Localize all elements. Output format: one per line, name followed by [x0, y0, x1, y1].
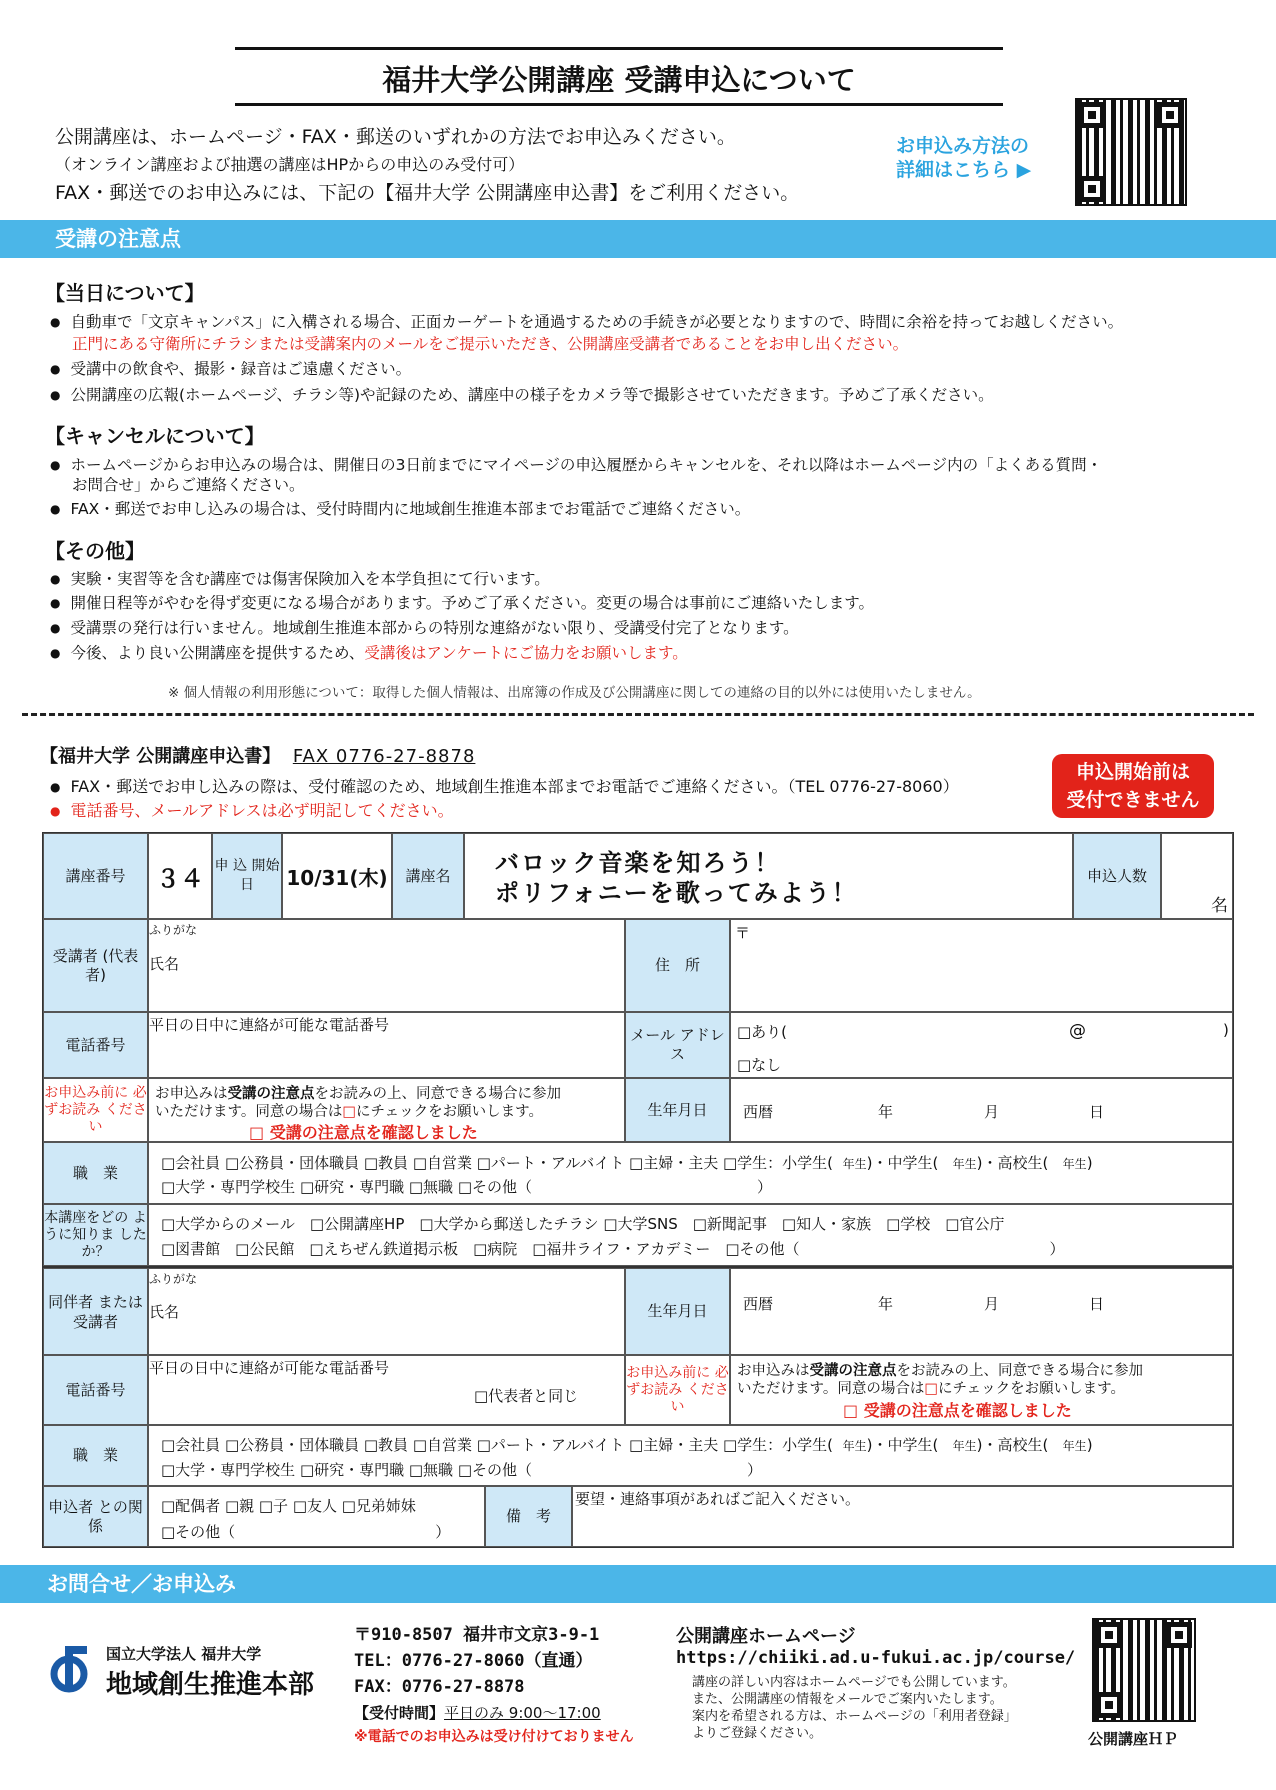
companion-job-options[interactable]: [148, 1425, 1233, 1486]
companion-consent-text-1: お申込みは受講の注意点をお読みの上、同意できる場合に参加: [737, 1363, 1143, 1379]
companion-birth-month: 月: [984, 1295, 1000, 1313]
consent-text-2: いただけます。同意の場合は□にチェックをお願いします。: [155, 1104, 543, 1120]
university-logo-icon: [47, 1642, 97, 1694]
form-note-2: ● 電話番号、メールアドレスは必ず明記してください。: [50, 800, 454, 823]
intro-line-2: （オンライン講座および抽選の講座はHPからの申込のみ受付可）: [55, 155, 525, 174]
address-label: 住 所: [625, 919, 730, 1012]
start-date-label: 申 込 開始日: [212, 833, 282, 919]
remark-hint: 要望・連絡事項があればご記入ください。: [575, 1490, 861, 1508]
contact-band: お問合せ／お申込み: [0, 1565, 1276, 1603]
note-other-3: ● 受講票の発行は行いません。地域創生推進本部からの特別な連絡がない限り、受講受付完了となります。: [50, 617, 799, 640]
consent-text-1: お申込みは受講の注意点をお読みの上、同意できる場合に参加: [155, 1086, 561, 1102]
section-cancel-heading: 【キャンセルについて】: [45, 424, 265, 448]
applicant-name-field[interactable]: [148, 919, 625, 1012]
hp-qr-code-icon[interactable]: [1092, 1618, 1196, 1722]
contact-fax: FAX：0776-27-8878: [354, 1677, 525, 1697]
note-other-4: ● 今後、より良い公開講座を提供するため、受講後はアンケートにご協力をお願いします。: [50, 642, 688, 665]
count-unit: 名: [1211, 896, 1228, 916]
mail-yes-checkbox[interactable]: □あり(: [737, 1023, 788, 1041]
count-label: 申込人数: [1073, 833, 1161, 919]
course-name: バロック音楽を知ろう！ ポリフォニーを歌ってみよう！: [464, 833, 1073, 919]
name-label: 氏名: [149, 955, 180, 973]
relation-label: 申込者 との関係: [43, 1486, 148, 1547]
birth-field[interactable]: [730, 1078, 1233, 1142]
mail-label: メール アドレス: [625, 1012, 730, 1078]
count-field[interactable]: [1161, 833, 1233, 919]
remark-field[interactable]: [572, 1486, 1233, 1547]
page-title: 福井大学公開講座 受講申込について: [382, 63, 856, 97]
note-cancel-1: ● ホームページからお申込みの場合は、開催日の3日前までにマイページの申込履歴からキャンセルを、それ以降はホームページ内の「よくある質問・: [50, 454, 1102, 477]
note-day-3: ● 公開講座の広報(ホームページ、チラシ等)や記録のため、講座中の様子をカメラ等で撮影させていただきます。予めご了承ください。: [50, 384, 994, 407]
job-options[interactable]: [148, 1142, 1233, 1204]
companion-consent-checkbox[interactable]: □ 受講の注意点を確認しました: [843, 1401, 1072, 1420]
relation-options[interactable]: [148, 1486, 485, 1547]
phone-hint: 平日の日中に連絡が可能な電話番号: [149, 1016, 390, 1034]
birth-day: 日: [1089, 1103, 1105, 1121]
companion-name-field[interactable]: [148, 1268, 625, 1355]
note-day-1: ● 自動車で「文京キャンパス」に入構される場合、正面カーゲートを通過するための手続きが必要となりますので、時間に余裕を持ってお越しください。: [50, 311, 1123, 334]
not-accepted-badge: 申込開始前は 受付できません: [1052, 754, 1214, 818]
companion-name-label: 氏名: [149, 1303, 180, 1321]
section-other-heading: 【その他】: [45, 539, 145, 563]
hp-info: 講座の詳しい内容はホームページでも公開しています。 また、公開講座の情報をメールでご案内いたします。 案内を希望される方は、ホームページの「利用者登録」 よりご登録ください。: [692, 1675, 1017, 1741]
qr-caption[interactable]: [896, 134, 1031, 182]
mail-close: ): [1223, 1021, 1229, 1039]
consent-box: [148, 1078, 625, 1142]
form-note-1: ● FAX・郵送でお申し込みの際は、受付確認のため、地域創生推進本部までお電話でご連絡ください。（TEL 0776-27-8060）: [50, 776, 959, 799]
birth-label: 生年月日: [625, 1078, 730, 1142]
companion-job-label: 職 業: [43, 1425, 148, 1486]
title-rule-bottom: [235, 103, 1003, 106]
how-options[interactable]: [148, 1204, 1233, 1266]
postal-mark: 〒: [735, 924, 751, 942]
contact-block: [354, 1622, 599, 1700]
applicant-label: 受講者 (代表者): [43, 919, 148, 1012]
cut-line: [22, 713, 1254, 716]
hp-url-link[interactable]: https://chiiki.ad.u-fukui.ac.jp/course/: [676, 1648, 1076, 1668]
note-day-1-red: 正門にある守衛所にチラシまたは受講案内のメールをご提示いただき、公開講座受講者であることをお申し出ください。: [72, 335, 909, 353]
companion-phone-label: 電話番号: [43, 1355, 148, 1425]
hours: 【受付時間】平日のみ 9:00～17:00: [354, 1704, 601, 1722]
privacy-note: ※ 個人情報の利用形態について：取得した個人情報は、出席簿の作成及び公開講座に関しての連絡の目的以外には使用いたしません。: [168, 685, 981, 701]
org-name-1: 国立大学法人 福井大学: [106, 1645, 262, 1663]
how-options-1: □大学からのメール □公開講座HP □大学から郵送したチラシ □大学SNS □新聞記事 □知人・家族 □学校 □官公庁: [161, 1215, 1005, 1233]
note-cancel-1b: お問合せ」からご連絡ください。: [72, 476, 305, 494]
course-name-label: 講座名: [392, 833, 464, 919]
companion-consent-box: [730, 1355, 1233, 1425]
intro-line-1: 公開講座は、ホームページ・FAX・郵送のいずれかの方法でお申込みください。: [55, 126, 736, 148]
job-options-2: □大学・専門学校生 □研究・専門職 □無職 □その他（ ）: [161, 1178, 773, 1196]
contact-address: 〒910-8507 福井市文京3-9-1: [354, 1625, 600, 1645]
same-as-rep-checkbox[interactable]: □代表者と同じ: [474, 1387, 579, 1405]
companion-birth-year: 年: [878, 1295, 894, 1313]
companion-consent-text-2: いただけます。同意の場合は□にチェックをお願いします。: [737, 1381, 1125, 1397]
note-other-2: ● 開催日程等がやむを得ず変更になる場合があります。予めご了承ください。変更の場合は事前にご連絡いたします。: [50, 592, 874, 615]
birth-era: 西暦: [743, 1103, 774, 1121]
mail-field[interactable]: [730, 1012, 1233, 1078]
start-date: 10/31(木): [282, 833, 392, 919]
qr-caption-line-1: お申込み方法の: [896, 135, 1030, 157]
section-day-heading: 【当日について】: [45, 281, 205, 305]
no-phone-note: ※電話でのお申込みは受け付けておりません: [354, 1729, 634, 1745]
notes-band: 受講の注意点: [0, 220, 1276, 258]
form-heading: 【福井大学 公開講座申込書】 FAX 0776-27-8878: [40, 746, 476, 767]
phone-label: 電話番号: [43, 1012, 148, 1078]
birth-year: 年: [878, 1103, 894, 1121]
remark-label: 備 考: [485, 1486, 572, 1547]
course-no-label: 講座番号: [43, 833, 148, 919]
intro-line-3: FAX・郵送でのお申込みには、下記の【福井大学 公開講座申込書】をご利用ください。: [55, 182, 800, 204]
note-cancel-2: ● FAX・郵送でお申し込みの場合は、受付時間内に地域創生推進本部までお電話でご連絡ください。: [50, 498, 750, 521]
furigana-label: ふりがな: [149, 923, 198, 937]
title-rule-top: [235, 47, 1003, 50]
companion-consent-label: お申込み前に 必ずお読み ください: [625, 1355, 730, 1425]
qr-caption-line-2: 詳細はこちら ▶: [896, 159, 1032, 181]
how-label: 本講座をどの ように知りま したか？: [43, 1204, 148, 1266]
relation-options-1: □配偶者 □親 □子 □友人 □兄弟姉妹: [161, 1497, 416, 1515]
companion-birth-era: 西暦: [743, 1295, 774, 1313]
companion-birth-field[interactable]: [730, 1268, 1233, 1355]
job-options-1: □会社員 □公務員・団体職員 □教員 □自営業 □パート・アルバイト □主婦・主夫 □学生：小学生( 年生)・中学生( 年生)・高校生( 年生): [161, 1154, 1093, 1172]
contact-tel: TEL：0776-27-8060（直通）: [354, 1651, 593, 1671]
phone-field[interactable]: [148, 1012, 625, 1078]
course-no: ３４: [148, 833, 212, 919]
companion-phone-field[interactable]: [148, 1355, 625, 1425]
companion-phone-hint: 平日の日中に連絡が可能な電話番号: [149, 1359, 390, 1377]
hp-title: 公開講座ホームページ: [676, 1626, 856, 1647]
relation-options-2: □その他（ ）: [161, 1523, 451, 1541]
job-label: 職 業: [43, 1142, 148, 1204]
companion-job-options-1: □会社員 □公務員・団体職員 □教員 □自営業 □パート・アルバイト □主婦・主夫 □学生：小学生( 年生)・中学生( 年生)・高校生( 年生): [161, 1436, 1093, 1454]
hp-qr-label: 公開講座ＨＰ: [1088, 1730, 1179, 1748]
companion-job-options-2: □大学・専門学校生 □研究・専門職 □無職 □その他（ ）: [161, 1461, 763, 1479]
consent-label: お申込み前に 必ずお読み ください: [43, 1078, 148, 1142]
companion-furigana-label: ふりがな: [149, 1272, 198, 1286]
note-other-1: ● 実験・実習等を含む講座では傷害保険加入を本学負担にて行います。: [50, 568, 550, 591]
mail-no-checkbox[interactable]: □なし: [737, 1056, 782, 1074]
org-name-2: 地域創生推進本部: [106, 1670, 315, 1700]
companion-birth-day: 日: [1089, 1295, 1105, 1313]
companion-birth-label: 生年月日: [625, 1268, 730, 1355]
consent-checkbox[interactable]: □ 受講の注意点を確認しました: [249, 1123, 478, 1142]
companion-label: 同伴者 または 受講者: [43, 1268, 148, 1355]
birth-month: 月: [984, 1103, 1000, 1121]
note-day-2: ● 受講中の飲食や、撮影・録音はご遠慮ください。: [50, 358, 411, 381]
qr-code-icon[interactable]: [1075, 98, 1187, 206]
mail-at: @: [1069, 1021, 1086, 1041]
how-options-2: □図書館 □公民館 □えちぜん鉄道掲示板 □病院 □福井ライフ・アカデミー □その他（ ）: [161, 1240, 1065, 1258]
address-field[interactable]: [730, 919, 1233, 1012]
